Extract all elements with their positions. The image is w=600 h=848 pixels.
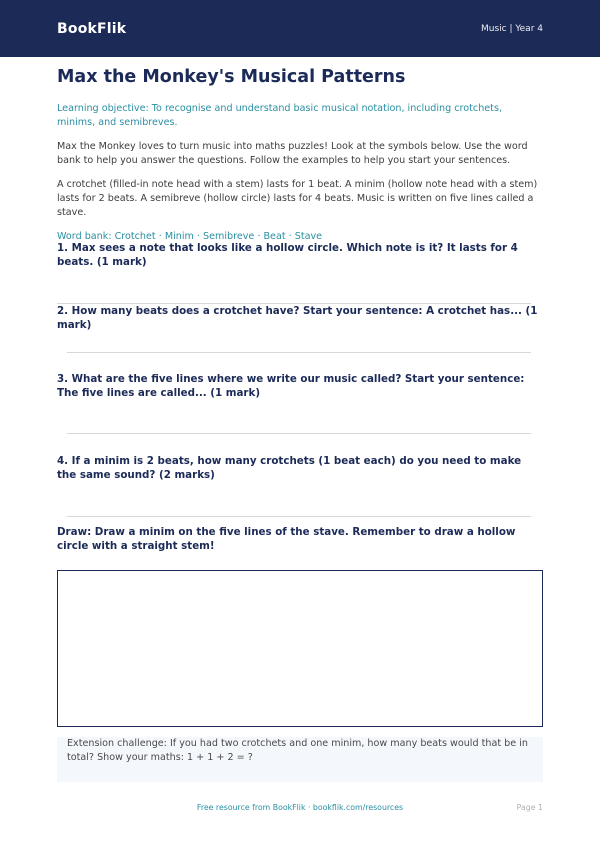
intro-section [57,66,543,244]
extension-challenge: Extension challenge: If you had two crotchets and one minim, how many beats would that be in total? Show your maths: 1 + 1 + 2 = ? [57,737,543,782]
drawing-area[interactable] [57,570,543,727]
page-footer [57,802,543,814]
page-header [0,0,600,57]
question-2: 2. How many beats does a crotchet have? Start your sentence: A crotchet has... (1 mark) [57,305,538,331]
learning-objective: Learning objective: To recognise and understand basic musical notation, including crotchets, minims, and semibreves. [57,103,502,128]
subject-year-label: Music | Year 4 [480,23,543,34]
notation-explanation: A crotchet (filled-in note head with a stem) lasts for 1 beat. A minim (hollow note head with a stem) lasts for 2 beats. A semibreve (hollow circle) lasts for 4 beats. Music is written on five lines called a stave. [57,179,538,218]
word-bank: Word bank: Crotchet · Minim · Semibreve · Beat · Stave [57,231,323,242]
question-4: 4. If a minim is 2 beats, how many crotchets (1 beat each) do you need to make the same sound? (2 marks) [57,455,522,481]
question-1: 1. Max sees a note that looks like a hollow circle. Which note is it? It lasts for 4 beats. (1 mark) [57,242,518,268]
answer-line-3[interactable] [67,433,531,434]
answer-line-2[interactable] [67,352,531,353]
answer-line-4[interactable] [67,516,531,517]
brand-logo-text: BookFlik [57,20,127,37]
draw-prompt: Draw: Draw a minim on the five lines of the stave. Remember to draw a hollow circle with a straight stem! [57,526,516,552]
question-3: 3. What are the five lines where we write our music called? Start your sentence: The five lines are called... (1 mark) [57,373,525,399]
intro-paragraph: Max the Monkey loves to turn music into maths puzzles! Look at the symbols below. Use the word bank to help you answer the questions. Follow the examples to help you start your sentences. [57,141,528,166]
footer-link-text[interactable]: Free resource from BookFlik · bookflik.com/resources [196,803,404,812]
page-number: Page 1 [516,803,543,812]
page-title: Max the Monkey's Musical Patterns [57,67,406,87]
